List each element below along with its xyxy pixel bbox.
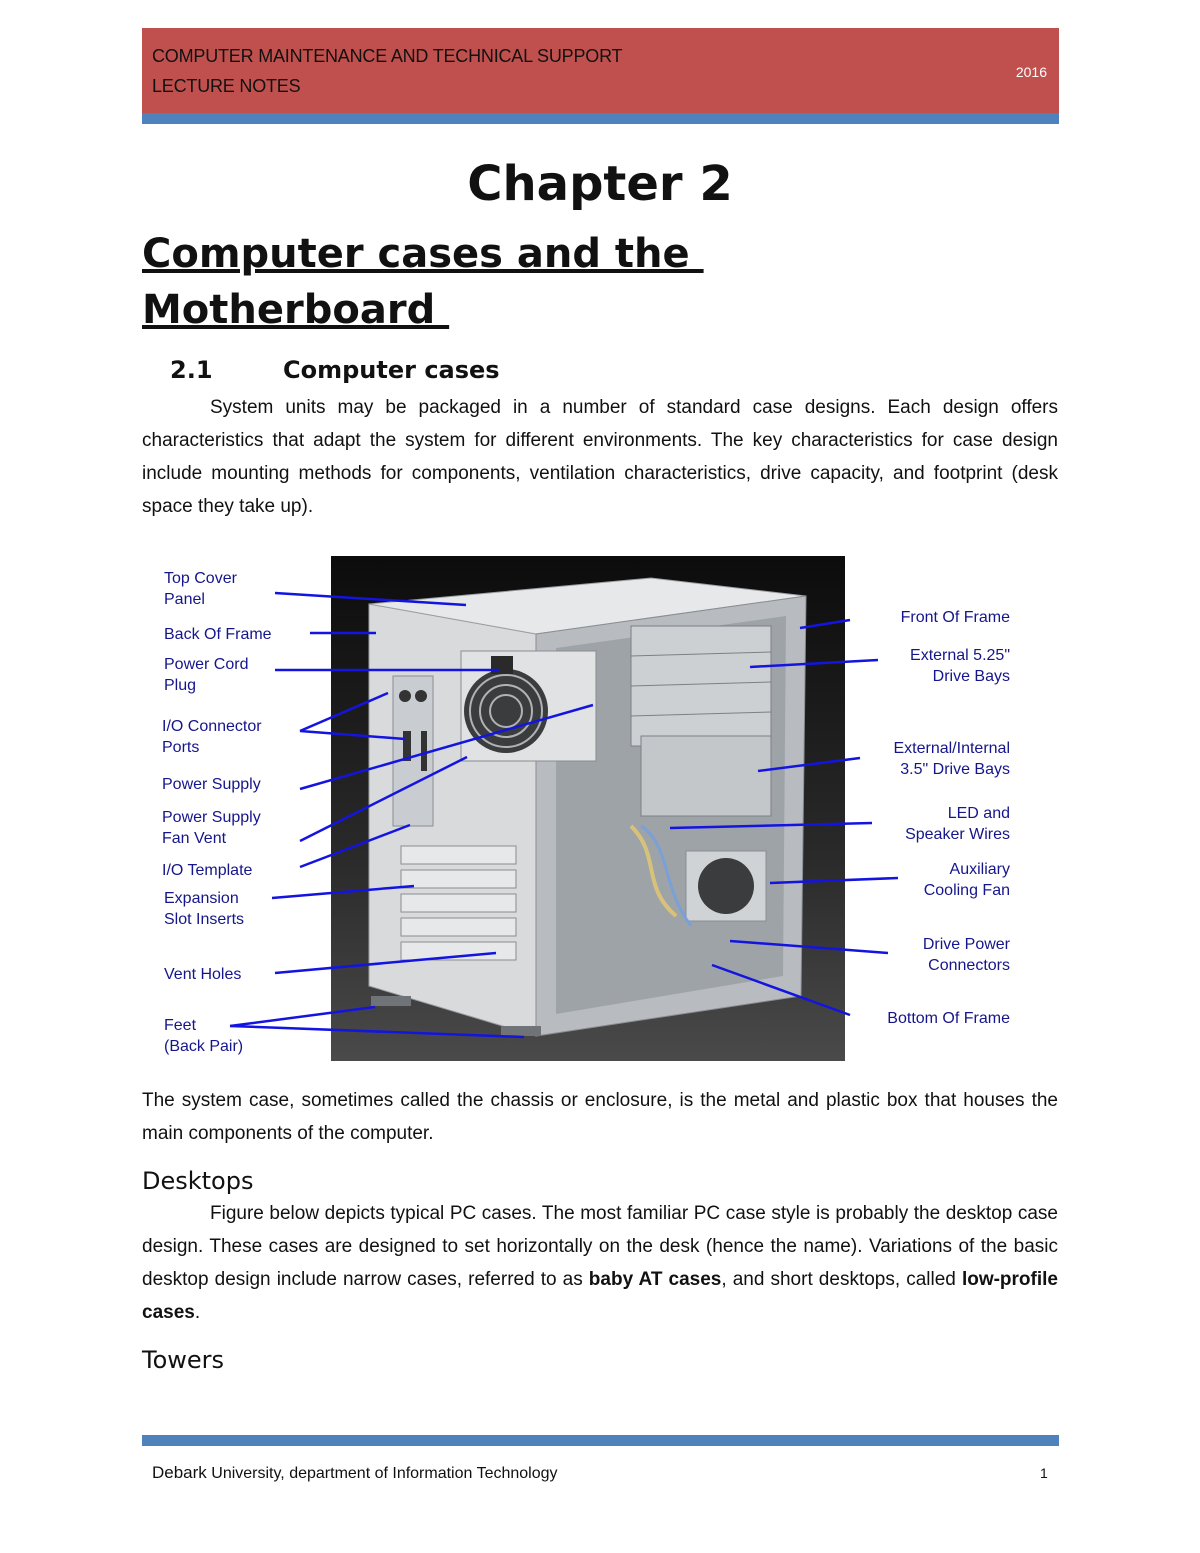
case-definition-paragraph: The system case, sometimes called the chassis or enclosure, is the metal and plastic box that houses the main components of the computer. <box>142 1090 1058 1144</box>
label-expansion-slot-inserts: Expansion Slot Inserts <box>164 890 245 928</box>
label-external-525-drive-bays: External 5.25" Drive Bays <box>910 647 1010 685</box>
label-power-supply: Power Supply <box>162 776 261 793</box>
chapter-title <box>142 226 704 338</box>
label-top-cover-panel: Top Cover Panel <box>164 570 237 608</box>
callout-line-io-ports-1 <box>300 693 388 731</box>
callout-line-aux-fan <box>770 878 898 883</box>
page-header <box>142 28 1059 113</box>
intro-paragraph: System units may be packaged in a number of standard case designs. Each design offers characteristics that adapt the system for different environments. The key characteristics for case design include mounting methods for components, ventilation characteristics, drive capacity, and footprint (desk space they take up). <box>142 397 1058 517</box>
desktops-text-b: , and short desktops, called <box>721 1269 962 1290</box>
label-back-of-frame: Back Of Frame <box>164 626 272 643</box>
header-subtitle: LECTURE NOTES <box>152 76 301 96</box>
chapter-title-line-2: Motherboard <box>142 287 450 333</box>
section-title: Computer cases <box>283 356 500 384</box>
callout-line-expansion <box>272 886 414 898</box>
label-led-speaker-wires: LED and Speaker Wires <box>905 805 1010 843</box>
header-year: 2016 <box>1015 64 1047 80</box>
chapter-heading: Chapter 2 <box>467 156 733 212</box>
label-feet-back-pair: Feet (Back Pair) <box>164 1017 244 1055</box>
callout-line-feet-1 <box>230 1007 375 1026</box>
page-number: 1 <box>1040 1465 1048 1481</box>
label-front-of-frame: Front Of Frame <box>900 609 1010 626</box>
callout-line-power-supply <box>300 705 593 789</box>
callout-line-psu-fan <box>300 757 467 841</box>
callout-line-front-frame <box>800 620 850 628</box>
label-bottom-of-frame: Bottom Of Frame <box>887 1010 1010 1027</box>
label-power-cord-plug: Power Cord Plug <box>164 656 249 694</box>
label-vent-holes: Vent Holes <box>164 966 242 983</box>
label-drive-power-connectors: Drive Power Connectors <box>922 936 1010 974</box>
term-low-profile-cases: low-profile cases <box>142 1269 1058 1323</box>
callout-line-drive-power <box>730 941 888 953</box>
header-course-title: COMPUTER MAINTENANCE AND TECHNICAL SUPPORT <box>152 46 623 66</box>
callout-line-feet-2 <box>230 1026 524 1037</box>
computer-case-diagram <box>160 553 1040 1063</box>
callout-line-top-cover <box>275 593 466 605</box>
chapter-title-line-1: Computer cases and the <box>142 231 704 277</box>
callout-line-ext525 <box>750 660 878 667</box>
desktops-paragraph <box>142 1197 1058 1329</box>
desktops-heading: Desktops <box>142 1167 254 1195</box>
section-number: 2.1 <box>170 356 213 384</box>
label-external-internal-35-drive-bays: External/Internal 3.5" Drive Bays <box>893 740 1010 778</box>
header-rule <box>142 113 1059 124</box>
label-power-supply-fan-vent: Power Supply Fan Vent <box>162 809 261 847</box>
footer-rule <box>142 1435 1059 1446</box>
desktops-text-c: . <box>194 1302 201 1323</box>
footer-department: University, department of Information Technology <box>206 1465 558 1482</box>
callout-line-led <box>670 823 872 828</box>
label-io-template: I/O Template <box>162 862 253 879</box>
term-baby-at-cases: baby AT cases <box>588 1269 722 1290</box>
label-io-connector-ports: I/O Connector Ports <box>162 718 262 756</box>
callout-line-ext35 <box>758 758 860 771</box>
callout-line-vent-holes <box>275 953 496 973</box>
page-footer <box>152 1463 558 1483</box>
desktops-text-a: Figure below depicts typical PC cases. The most familiar PC case style is probably the desktop case design. These cases are designed to set horizontally on the desk (hence the name). Variations of the basic desktop design include narrow cases, referred to as <box>142 1203 1058 1290</box>
callout-line-io-template <box>300 825 410 867</box>
callout-line-io-ports-2 <box>300 731 405 739</box>
callout-line-bottom-frame <box>712 965 850 1015</box>
towers-heading: Towers <box>142 1346 225 1374</box>
label-auxiliary-cooling-fan: Auxiliary Cooling Fan <box>923 861 1010 899</box>
footer-university-word: Debark <box>152 1463 207 1482</box>
